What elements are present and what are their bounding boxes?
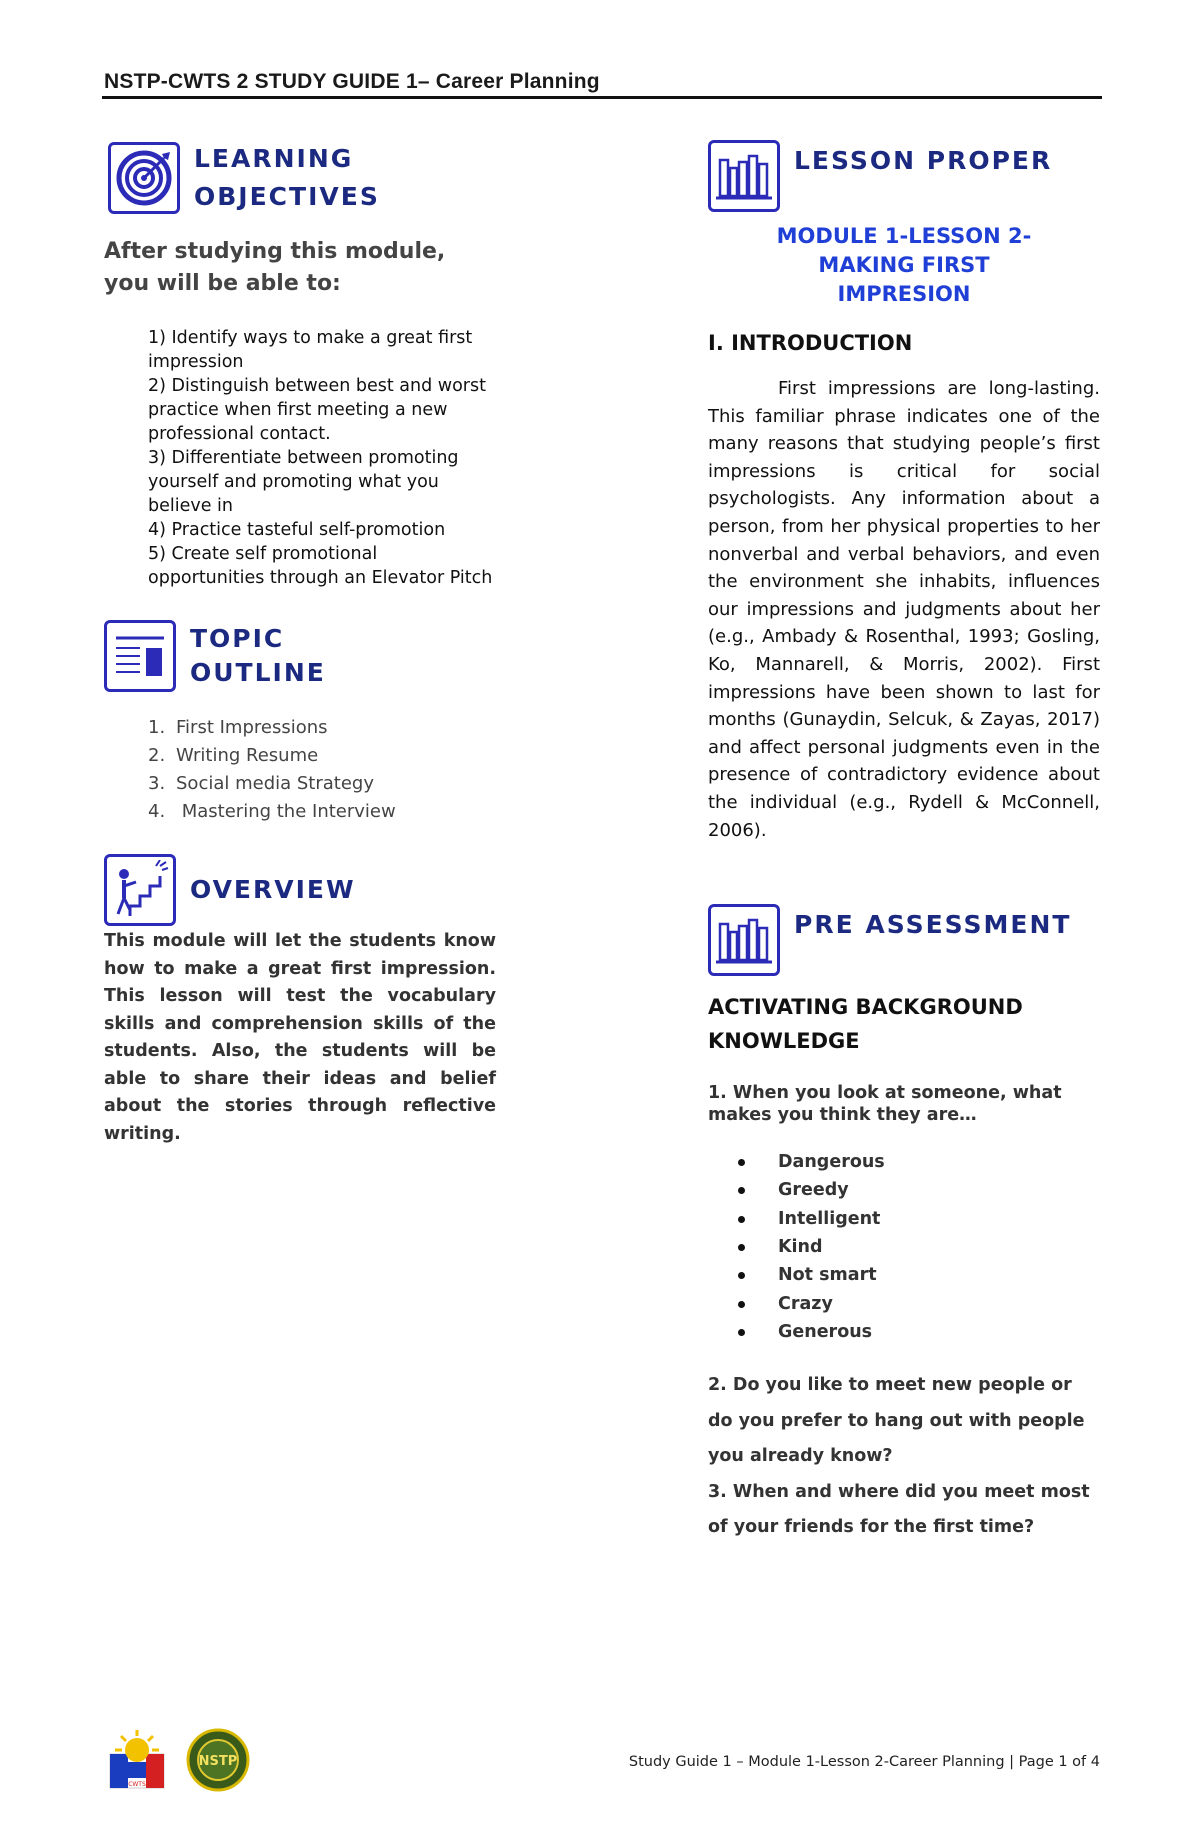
topic-item <box>148 714 496 742</box>
topic-label: Social media Strategy <box>176 773 374 794</box>
nstp-logo-caption: NSTP <box>198 1754 238 1769</box>
overview-title: OVERVIEW <box>190 875 356 904</box>
title-line: OUTLINE <box>190 658 326 687</box>
title-line: LEARNING <box>194 144 354 173</box>
trait-label: Not smart <box>778 1265 877 1286</box>
learning-objectives-header <box>108 140 496 216</box>
trait-item <box>738 1290 1100 1318</box>
trait-label: Crazy <box>778 1293 833 1314</box>
trait-item <box>738 1233 1100 1261</box>
trait-item <box>738 1176 1100 1204</box>
objective-item: 1) Identify ways to make a great first impression <box>148 328 473 372</box>
topic-label: First Impressions <box>176 717 328 738</box>
topic-number: 4. <box>148 801 166 822</box>
trait-label: Greedy <box>778 1180 849 1201</box>
topic-item <box>148 770 496 798</box>
introduction-heading: I. INTRODUCTION <box>708 331 913 355</box>
learning-objectives-title <box>194 140 380 216</box>
lesson-proper-title: LESSON PROPER <box>794 146 1053 175</box>
module-title-line: MODULE 1-LESSON 2- <box>776 224 1032 248</box>
page-header: NSTP-CWTS 2 STUDY GUIDE 1– Career Planning <box>104 70 600 93</box>
right-column <box>708 140 1100 1546</box>
title-line: OBJECTIVES <box>194 182 380 211</box>
bullet-icon <box>738 1216 745 1223</box>
topic-item <box>148 798 496 826</box>
lesson-proper-header <box>708 140 1100 212</box>
title-line: TOPIC <box>190 624 285 653</box>
pre-assessment-header <box>708 904 1100 976</box>
topic-item <box>148 742 496 770</box>
bullet-icon <box>738 1301 745 1308</box>
bullet-icon <box>738 1187 745 1194</box>
module-title-line: MAKING FIRST <box>818 253 990 277</box>
topic-outline-header <box>104 620 496 692</box>
topic-label: Mastering the Interview <box>176 801 396 822</box>
trait-item <box>738 1318 1100 1346</box>
trait-list <box>708 1148 1100 1346</box>
question-3: 3. When and where did you meet most of your friends for the first time? <box>708 1481 1090 1538</box>
objective-item: 4) Practice tasteful self-promotion <box>148 520 446 540</box>
trait-label: Intelligent <box>778 1208 881 1229</box>
cwts-logo <box>106 1728 168 1795</box>
topic-number: 1. <box>148 717 166 738</box>
trait-item <box>738 1261 1100 1289</box>
trait-item <box>738 1205 1100 1233</box>
topic-number: 3. <box>148 773 166 794</box>
question-2: 2. Do you like to meet new people or do you prefer to hang out with people you already know? <box>708 1375 1085 1467</box>
stairs-climbing-icon <box>104 854 176 926</box>
page-footer: Study Guide 1 – Module 1-Lesson 2-Career Planning | Page 1 of 4 <box>628 1754 1100 1770</box>
objectives-list <box>148 326 496 590</box>
header-rule <box>102 96 1102 99</box>
trait-label: Kind <box>778 1236 823 1257</box>
objectives-intro: After studying this module, you will be able to: <box>104 239 446 296</box>
bullet-icon <box>738 1272 745 1279</box>
objective-item: 2) Distinguish between best and worst practice when first meeting a new professional contact. <box>148 376 486 444</box>
introduction-text: First impressions are long-lasting. This familiar phrase indicates one of the many reasons that studying people’s first impressions is critical for social psychologists. Any information about a person, from her physical properties to her nonverbal and verbal behaviors, and even the environment she inhabits, influences our impressions and judgments about her (e.g., Ambady & Rosenthal, 1993; Gosling, Ko, Mannarell, & Morris, 2002). First impressions have been shown to last for months (Gunaydin, Selcuk, & Zayas, 2017) and affect personal judgments even in the presence of contradictory evidence about the individual (e.g., Rydell & McConnell, 2006). <box>708 378 1100 841</box>
objective-item: 5) Create self promotional opportunities through an Elevator Pitch <box>148 544 493 588</box>
trait-label: Dangerous <box>778 1152 885 1173</box>
left-column <box>104 140 496 1148</box>
question-1: 1. When you look at someone, what makes you think they are… <box>708 1083 1062 1126</box>
overview-text: This module will let the students know how to make a great first impression. This lesson will test the vocabulary skills and comprehension skills of the students. Also, the students will be able to share their ideas and belief about the stories through reflective writing. <box>104 931 496 1144</box>
pre-assessment-title: PRE ASSESSMENT <box>794 910 1072 940</box>
target-icon <box>108 142 180 214</box>
books-icon <box>708 140 780 212</box>
nstp-logo <box>186 1728 250 1797</box>
trait-item <box>738 1148 1100 1176</box>
books-icon <box>708 904 780 976</box>
module-title-line: IMPRESION <box>837 282 971 306</box>
cwts-logo-caption: CWTS <box>128 1781 146 1788</box>
overview-header <box>104 854 496 926</box>
bullet-icon <box>738 1159 745 1166</box>
objective-item: 3) Differentiate between promoting yourself and promoting what you believe in <box>148 448 459 516</box>
module-title <box>708 222 1100 309</box>
bullet-icon <box>738 1329 745 1336</box>
topic-outline-title <box>190 622 326 690</box>
activating-heading: ACTIVATING BACKGROUND KNOWLEDGE <box>708 995 1023 1054</box>
topic-number: 2. <box>148 745 166 766</box>
outline-list-icon <box>104 620 176 692</box>
topic-label: Writing Resume <box>176 745 319 766</box>
trait-label: Generous <box>778 1321 873 1342</box>
bullet-icon <box>738 1244 745 1251</box>
topic-list <box>148 714 496 826</box>
